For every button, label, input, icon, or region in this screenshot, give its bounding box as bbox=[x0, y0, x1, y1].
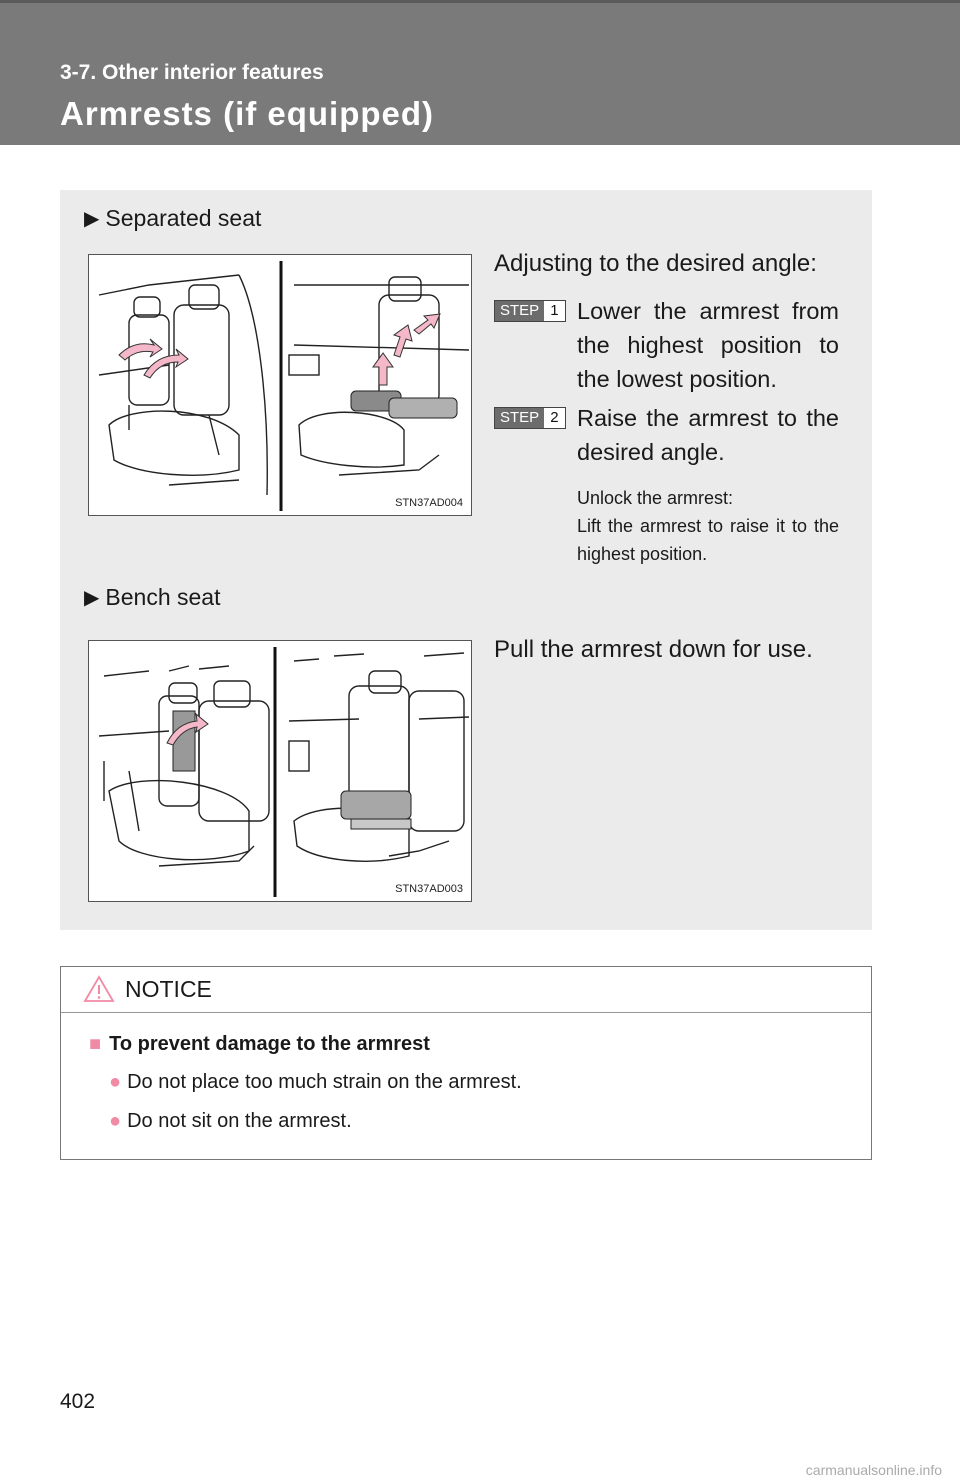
notice-box bbox=[60, 966, 872, 1160]
notice-bullet: ● Do not place too much strain on the armrest. bbox=[109, 1071, 522, 1093]
circle-bullet-icon: ● bbox=[109, 1071, 122, 1093]
separated-seat-illustration bbox=[88, 254, 472, 516]
separated-seat-heading: ▶ Separated seat bbox=[84, 205, 262, 231]
circle-bullet-icon: ● bbox=[109, 1110, 122, 1132]
page-number: 402 bbox=[60, 1390, 96, 1413]
notice-bullet: ● Do not sit on the armrest. bbox=[109, 1110, 352, 1132]
notice-header bbox=[61, 967, 871, 1013]
adjust-intro: Adjusting to the desired angle: bbox=[494, 250, 817, 277]
watermark: carmanualsonline.info bbox=[805, 1462, 942, 1478]
square-bullet-icon: ■ bbox=[89, 1033, 102, 1055]
unlock-text: Lift the armrest to raise it to the highest position. bbox=[577, 516, 839, 564]
notice-title: NOTICE bbox=[125, 976, 212, 1002]
step-2-text: Raise the armrest to the desired angle. bbox=[577, 405, 839, 465]
page-title: Armrests (if equipped) bbox=[60, 95, 435, 132]
unlock-title: Unlock the armrest: bbox=[577, 488, 734, 508]
figure-code: STN37AD003 bbox=[395, 883, 463, 895]
step-1-text: Lower the armrest from the highest position to the lowest position. bbox=[577, 298, 839, 392]
warning-icon bbox=[83, 975, 115, 1003]
notice-heading: ■ To prevent damage to the armrest bbox=[89, 1033, 430, 1055]
page-header bbox=[0, 0, 960, 145]
bench-seat-heading: ▶ Bench seat bbox=[84, 584, 221, 610]
step-2-badge: STEP 2 bbox=[494, 407, 566, 429]
triangle-bullet-icon: ▶ bbox=[84, 587, 100, 609]
bench-seat-illustration bbox=[88, 640, 472, 902]
triangle-bullet-icon: ▶ bbox=[84, 208, 100, 230]
step-1-badge: STEP 1 bbox=[494, 300, 566, 322]
bench-text: Pull the armrest down for use. bbox=[494, 636, 813, 663]
section-label: 3-7. Other interior features bbox=[60, 61, 324, 84]
figure-code: STN37AD004 bbox=[395, 497, 463, 509]
